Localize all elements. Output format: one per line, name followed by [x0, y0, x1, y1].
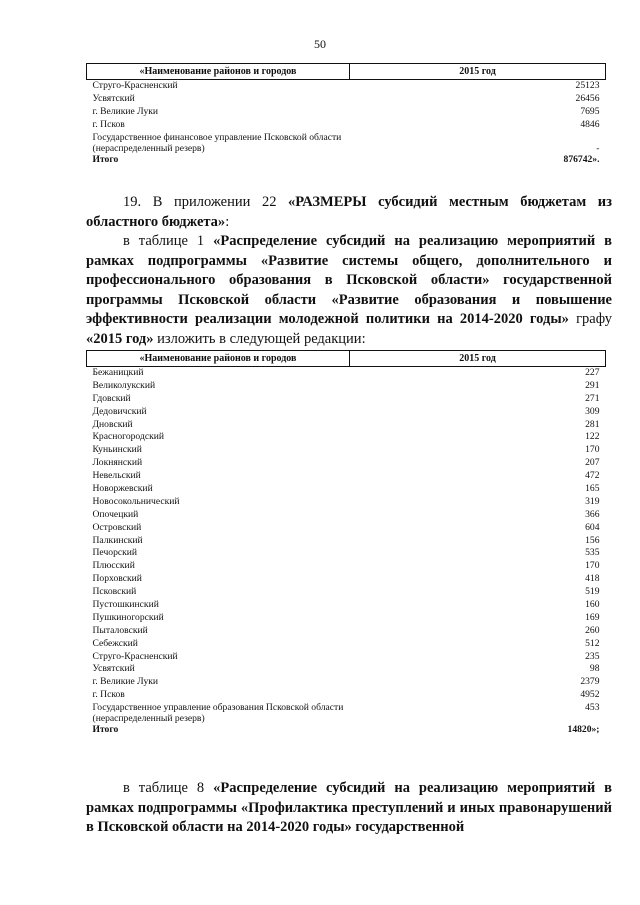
table-row — [87, 119, 606, 132]
table-row — [87, 522, 606, 535]
row-value: 535 — [585, 547, 600, 559]
table-row — [87, 663, 606, 676]
table-total-row — [87, 154, 606, 167]
table-total-row — [87, 724, 606, 737]
row-name: Локнянский — [92, 457, 143, 469]
page-number: 50 — [314, 37, 326, 51]
row-name: Пустошкинский — [92, 599, 159, 611]
paragraph-table-8 — [86, 779, 612, 838]
paragraph-table-1-prefix: в таблице 1 — [123, 233, 214, 249]
row-value: 291 — [585, 379, 600, 391]
row-value: 160 — [585, 599, 600, 611]
row-value: 453 — [585, 702, 600, 714]
row-name: Новоржевский — [92, 483, 153, 495]
row-value: 122 — [585, 431, 600, 443]
row-name: Пыталовский — [92, 624, 148, 636]
table-row — [87, 444, 606, 457]
row-value: 512 — [585, 637, 600, 649]
table-row — [87, 393, 606, 406]
table-row — [87, 586, 606, 599]
row-name: Усвятский — [92, 93, 135, 104]
row-value: 309 — [585, 405, 600, 417]
paragraph-table-1 — [86, 232, 612, 349]
table-row — [87, 483, 606, 496]
row-value: 156 — [585, 534, 600, 546]
row-name: Струго-Красненский — [92, 80, 178, 91]
row-name: Государственное управление образования Псковской области (нераспределенный резерв) — [92, 702, 344, 725]
row-value: 281 — [585, 418, 600, 430]
table-row — [87, 625, 606, 638]
paragraph-19-suffix: : — [225, 213, 230, 230]
table-row — [87, 419, 606, 432]
table-row — [87, 547, 606, 560]
row-value: 165 — [585, 483, 600, 495]
paragraph-table-8-prefix: в таблице 8 — [123, 780, 214, 796]
row-value: 519 — [585, 586, 600, 598]
paragraph-table-1-title: «Распределение субсидий на реализацию мероприятий в рамках подпрограммы «Развитие системы общего, дополнительного и профессионального образования в Псковской области» государственной программы Псковской области «Развитие образования и повышение эффективности реализации молодежной политики на 2014-2020 годы» — [86, 233, 612, 327]
row-value: 7695 — [580, 106, 600, 117]
row-name: Гдовский — [92, 392, 131, 404]
row-value: 319 — [585, 495, 600, 507]
row-value: 4846 — [580, 119, 600, 130]
row-name: Великолукский — [92, 379, 156, 391]
table-row — [87, 496, 606, 509]
row-name: Островский — [92, 521, 142, 533]
row-name: г. Великие Луки — [92, 106, 159, 117]
table-row — [87, 535, 606, 548]
total-label: Итого — [92, 724, 119, 736]
table-header-row — [87, 351, 606, 367]
table-row — [87, 431, 606, 444]
table-row — [87, 380, 606, 393]
table-row — [87, 702, 606, 724]
paragraph-table-8-title: «Распределение субсидий на реализацию мероприятий в рамках подпрограммы «Профилактика преступлений и иных правонарушений в Псковской области на 2014-2020 годы» государственной — [86, 780, 612, 835]
paragraph-19-title: «РАЗМЕРЫ субсидий местным бюджетам из областного бюджета» — [86, 194, 612, 230]
column-header-name: «Наименование районов и городов — [87, 351, 350, 367]
total-value: 876742». — [563, 154, 600, 166]
table-row — [87, 612, 606, 625]
row-name: г. Великие Луки — [92, 676, 159, 688]
row-value: 207 — [585, 457, 600, 469]
row-name: г. Псков — [92, 689, 125, 701]
row-name: Опочецкий — [92, 508, 139, 520]
column-header-name: «Наименование районов и городов — [87, 64, 350, 80]
row-name: Куньинский — [92, 444, 142, 456]
table-2 — [86, 350, 606, 737]
total-label: Итого — [92, 154, 119, 166]
row-value: 235 — [585, 650, 600, 662]
row-name: Невельский — [92, 470, 141, 482]
table-row — [87, 132, 606, 154]
row-value: 366 — [585, 508, 600, 520]
row-value: 418 — [585, 573, 600, 585]
table-row — [87, 638, 606, 651]
table-row — [87, 367, 606, 380]
row-name: Красногородский — [92, 431, 165, 443]
column-header-year: 2015 год — [350, 64, 606, 80]
row-value: - — [596, 143, 600, 155]
row-name: Плюсский — [92, 560, 135, 572]
table-header-row — [87, 64, 606, 80]
row-value: 2379 — [580, 676, 600, 688]
table-row — [87, 676, 606, 689]
row-name: Себежский — [92, 637, 138, 649]
row-value: 271 — [585, 392, 600, 404]
column-header-year: 2015 год — [350, 351, 606, 367]
table-row — [87, 689, 606, 702]
row-name: Порховский — [92, 573, 142, 585]
row-name: Дновский — [92, 418, 133, 430]
row-name: г. Псков — [92, 119, 125, 130]
row-name: Усвятский — [92, 663, 135, 675]
table-row — [87, 573, 606, 586]
table-row — [87, 599, 606, 612]
row-value: 25123 — [575, 80, 600, 91]
table-row — [87, 457, 606, 470]
row-value: 472 — [585, 470, 600, 482]
table-row — [87, 560, 606, 573]
paragraph-table-1-suffix: изложить в следующей редакции: — [153, 330, 366, 347]
row-value: 169 — [585, 611, 600, 623]
table-1 — [86, 63, 606, 167]
row-value: 260 — [585, 624, 600, 636]
total-value: 14820»; — [567, 724, 600, 736]
row-name: Псковский — [92, 586, 137, 598]
row-value: 227 — [585, 367, 600, 378]
paragraph-19 — [86, 193, 612, 232]
row-name: Пушкиногорский — [92, 611, 164, 623]
row-value: 4952 — [580, 689, 600, 701]
row-value: 604 — [585, 521, 600, 533]
table-row — [87, 80, 606, 94]
table-row — [87, 509, 606, 522]
row-name: Бежаницкий — [92, 367, 144, 378]
table-row — [87, 106, 606, 119]
table-2-body — [87, 367, 606, 738]
row-name: Новосокольнический — [92, 495, 180, 507]
table-row — [87, 651, 606, 664]
table-row — [87, 93, 606, 106]
row-value: 170 — [585, 444, 600, 456]
table-row — [87, 406, 606, 419]
row-name: Палкинский — [92, 534, 143, 546]
row-name: Струго-Красненский — [92, 650, 178, 662]
paragraph-19-prefix: 19. В приложении 22 — [123, 194, 289, 210]
paragraph-table-1-column: «2015 год» — [86, 330, 154, 347]
row-name: Государственное финансовое управление Псковской области (нераспределенный резерв) — [92, 132, 342, 155]
table-row — [87, 470, 606, 483]
row-value: 98 — [589, 663, 600, 675]
row-name: Дедовичский — [92, 405, 147, 417]
row-value: 26456 — [575, 93, 600, 104]
row-value: 170 — [585, 560, 600, 572]
row-name: Печорский — [92, 547, 138, 559]
paragraph-table-1-middle: графу — [568, 311, 613, 327]
